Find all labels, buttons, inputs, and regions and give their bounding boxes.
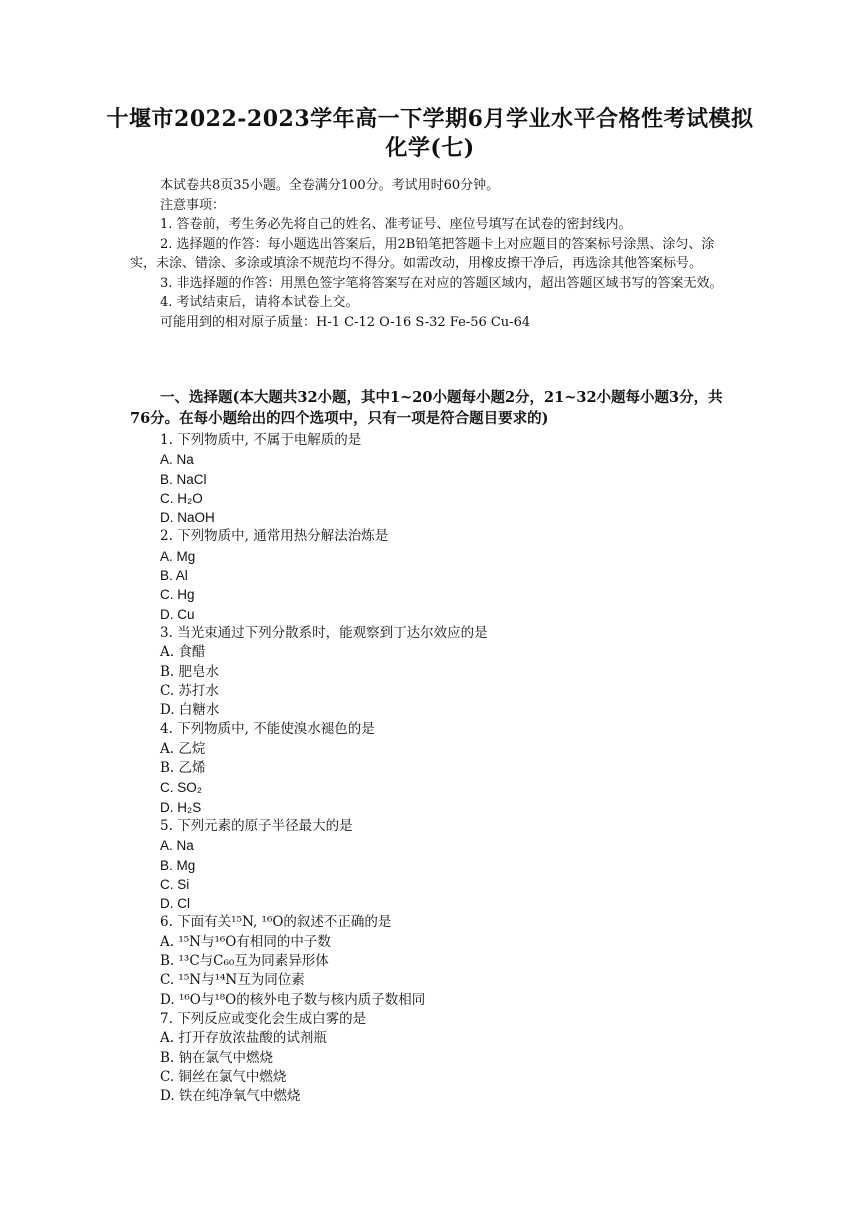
question-stem: 6. 下面有关¹⁵N, ¹⁶O的叙述不正确的是 — [160, 914, 392, 931]
option-d: D. Cu — [160, 606, 195, 622]
note-3: 3. 非选择题的作答：用黑色签字笔将答案写在对应的答题区域内，超出答题区域书写的答案无效。 — [160, 275, 723, 291]
question-stem: 2. 下列物质中, 通常用热分解法治炼是 — [160, 528, 389, 545]
option-c: C. 苏打水 — [160, 682, 219, 699]
section-heading: 一、选择题(本大题共32小题，其中1~20小题每小题2分，21~32小题每小题3分，共76分。在每小题给出的四个选项中，只有一项是符合题目要求的) — [130, 389, 723, 427]
option-b: B. 乙烯 — [160, 760, 206, 777]
option-c: C. H₂O — [160, 490, 203, 506]
option-a: A. ¹⁵N与¹⁶O有相同的中子数 — [160, 933, 331, 950]
option-d: D. ¹⁶O与¹⁸O的核外电子数与核内质子数相同 — [160, 991, 426, 1008]
option-c: C. SO₂ — [160, 780, 202, 796]
option-c: C. 铜丝在氯气中燃烧 — [160, 1068, 287, 1085]
option-a: A. Na — [160, 452, 194, 468]
question-stem: 4. 下列物质中, 不能使溴水褪色的是 — [160, 721, 375, 738]
option-b: B. Al — [160, 568, 188, 584]
note-1: 1. 答卷前，考生务必先将自己的姓名、准考证号、座位号填写在试卷的密封线内。 — [160, 217, 632, 232]
notes-heading: 注意事项： — [160, 197, 226, 213]
option-d: D. H₂S — [160, 799, 202, 815]
note-2: 2. 选择题的作答：每小题选出答案后，用2B铅笔把答题卡上对应题目的答案标号涂黑、涂匀、涂实，未涂、错涂、多涂或填涂不规范均不得分。如需改动，用橡皮擦干净后，再选涂其他答案标号。 — [130, 236, 715, 271]
atomic-masses: 可能用到的相对原子质量：H-1 C-12 O-16 S-32 Fe-56 Cu-64 — [160, 314, 531, 330]
option-d: D. 铁在纯净氧气中燃烧 — [160, 1088, 301, 1105]
option-c: C. Si — [160, 876, 190, 892]
question-stem: 5. 下列元素的原子半径最大的是 — [160, 817, 353, 834]
exam-subtitle: 化学(七) — [385, 135, 475, 161]
option-a: A. 乙烷 — [160, 740, 206, 757]
question-stem: 1. 下列物质中, 不属于电解质的是 — [160, 432, 362, 448]
option-a: A. 打开存放浓盐酸的试剂瓶 — [160, 1030, 327, 1047]
option-a: A. Na — [160, 838, 194, 854]
question-stem: 3. 当光束通过下列分散系时，能观察到丁达尔效应的是 — [160, 624, 488, 641]
option-c: C. Hg — [160, 587, 195, 603]
option-c: C. ¹⁵N与¹⁴N互为同位素 — [160, 972, 305, 989]
question-list — [160, 431, 720, 1106]
option-a: A. Mg — [160, 548, 196, 564]
option-b: B. 钠在氯气中燃烧 — [160, 1049, 274, 1066]
option-d: D. NaOH — [160, 510, 215, 526]
option-d: D. 白糖水 — [160, 702, 220, 719]
option-a: A. 食醋 — [160, 644, 206, 661]
option-b: B. NaCl — [160, 471, 207, 487]
option-b: B. 肥皂水 — [160, 663, 220, 680]
exam-title: 十堰市2022-2023学年高一下学期6月学业水平合格性考试模拟 — [106, 106, 754, 132]
option-b: B. Mg — [160, 857, 196, 873]
option-b: B. ¹³C与C₆₀互为同素异形体 — [160, 953, 329, 970]
note-4: 4. 考试结束后，请将本试卷上交。 — [160, 295, 359, 310]
exam-instructions — [130, 176, 730, 332]
question-stem: 7. 下列反应或变化会生成白雾的是 — [160, 1010, 367, 1027]
option-d: D. Cl — [160, 896, 190, 912]
exam-summary: 本试卷共8页35小题。全卷满分100分。考试用时60分钟。 — [160, 178, 500, 193]
